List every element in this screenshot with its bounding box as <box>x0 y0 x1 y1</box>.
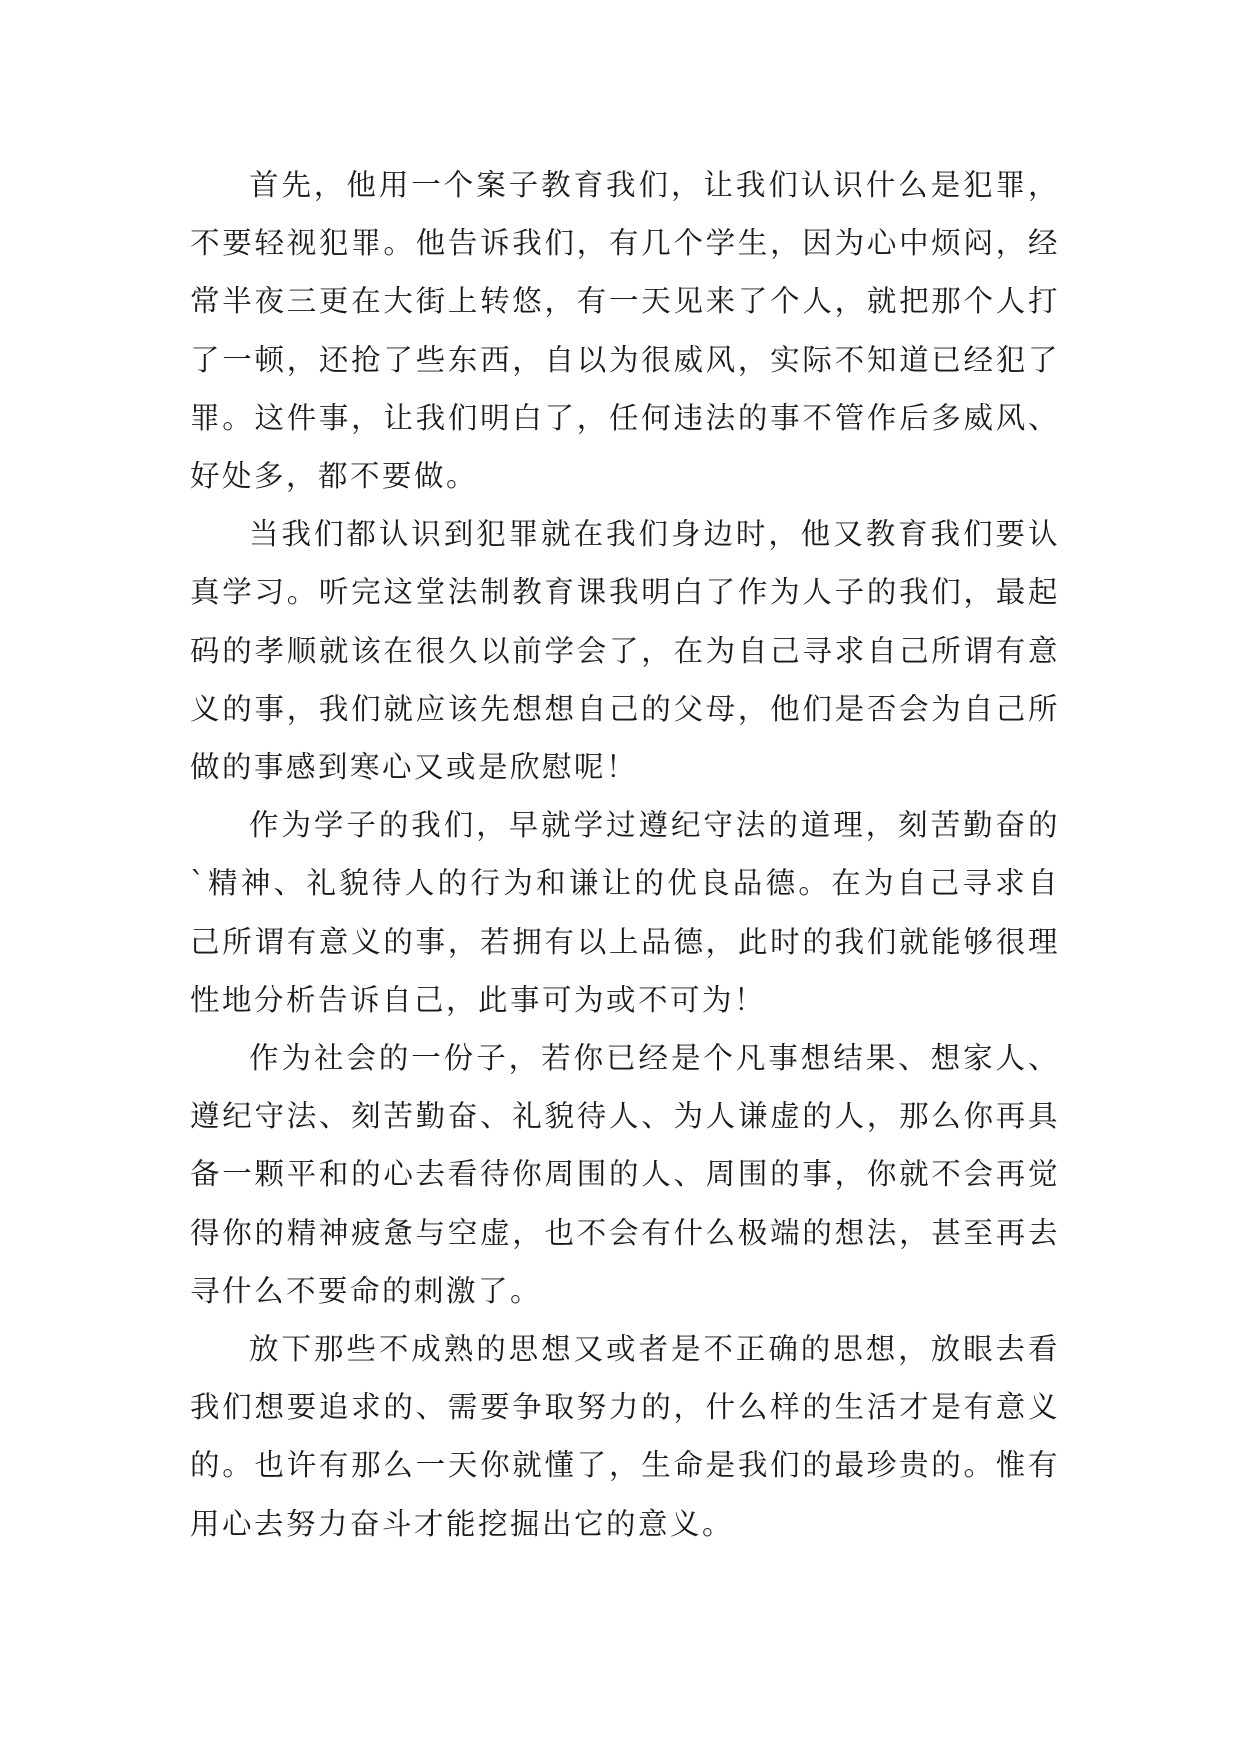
paragraph-1: 首先，他用一个案子教育我们，让我们认识什么是犯罪，不要轻视犯罪。他告诉我们，有几个学生，因为心中烦闷，经常半夜三更在大街上转悠，有一天见来了个人，就把那个人打了一顿，还抢了些东西，自以为很威风，实际不知道已经犯了罪。这件事，让我们明白了，任何违法的事不管作后多威风、好处多，都不要做。 <box>190 168 1060 494</box>
paragraph-5: 放下那些不成熟的思想又或者是不正确的思想，放眼去看我们想要追求的、需要争取努力的，什么样的生活才是有意义的。也许有那么一天你就懂了，生命是我们的最珍贵的。惟有用心去努力奋斗才能挖掘出它的意义。 <box>190 1332 1060 1541</box>
paragraph-3: 作为学子的我们，早就学过遵纪守法的道理，刻苦勤奋的`精神、礼貌待人的行为和谦让的优良品德。在为自己寻求自己所谓有意义的事，若拥有以上品德，此时的我们就能够很理性地分析告诉自己，此事可为或不可为！ <box>190 808 1060 1017</box>
body-text <box>190 156 1060 1553</box>
paragraph-4: 作为社会的一份子，若你已经是个凡事想结果、想家人、遵纪守法、刻苦勤奋、礼貌待人、为人谦虚的人，那么你再具备一颗平和的心去看待你周围的人、周围的事，你就不会再觉得你的精神疲惫与空虚，也不会有什么极端的想法，甚至再去寻什么不要命的刺激了。 <box>190 1041 1060 1308</box>
paragraph-2: 当我们都认识到犯罪就在我们身边时，他又教育我们要认真学习。听完这堂法制教育课我明白了作为人子的我们，最起码的孝顺就该在很久以前学会了，在为自己寻求自己所谓有意义的事，我们就应该先想想自己的父母，他们是否会为自己所做的事感到寒心又或是欣慰呢！ <box>190 517 1060 785</box>
